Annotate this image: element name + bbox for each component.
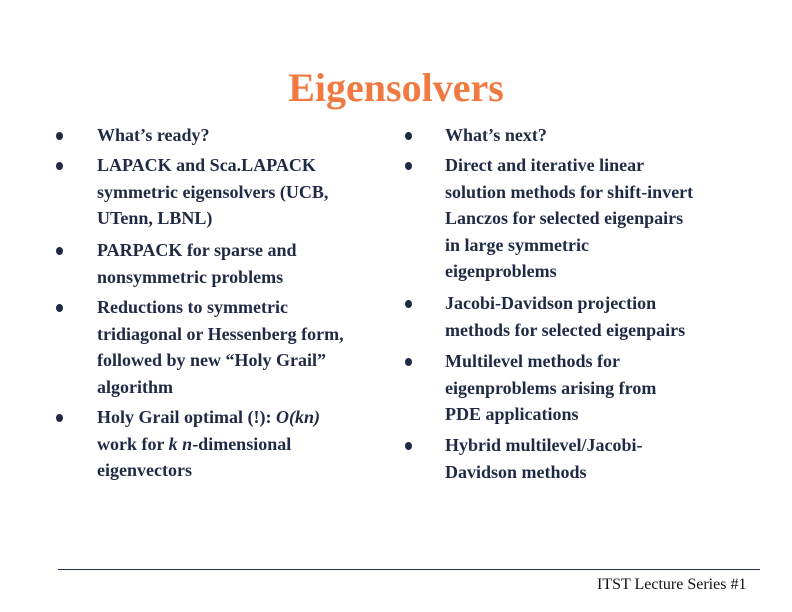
bullet-icon [405, 300, 412, 308]
bullet-text-line: UTenn, LBNL) [97, 208, 213, 228]
bullet-text-line: followed by new “Holy Grail” [97, 350, 326, 370]
bullet-text-line: eigenproblems arising from [445, 377, 657, 398]
bullet-icon [56, 304, 63, 312]
slide-title: Eigensolvers [288, 65, 504, 110]
bullet-text-line: Davidson methods [445, 461, 587, 482]
bullet-text-line: Holy Grail optimal (!): O(kn) [97, 407, 320, 427]
bullet-text: What’s ready? [97, 125, 210, 145]
complexity-term: O(kn) [275, 407, 320, 427]
footer-label: ITST Lecture Series #1 [597, 576, 747, 593]
bullet-text-line: eigenproblems [445, 261, 557, 281]
bullet-icon [56, 132, 63, 140]
bullet-icon [405, 132, 412, 140]
bullet-text-line: tridiagonal or Hessenberg form, [97, 323, 344, 344]
bullet-text-line: Hybrid multilevel/Jacobi- [445, 435, 643, 455]
bullet-text-line: LAPACK and Sca.LAPACK [97, 155, 316, 175]
bullet-icon [405, 442, 412, 450]
bullet-text-line: PARPACK for sparse and [97, 240, 297, 260]
footer-divider [58, 569, 760, 570]
bullet-text-line: Lanczos for selected eigenpairs [445, 208, 684, 228]
bullet-text-line: eigenvectors [97, 460, 192, 480]
dimension-term: k n [168, 433, 193, 454]
bullet-text-line: PDE applications [445, 404, 579, 424]
bullet-icon [405, 358, 412, 366]
bullet-text-line: Multilevel methods for [445, 351, 620, 371]
bullet-text-line: Direct and iterative linear [445, 155, 645, 175]
bullet-text-line: in large symmetric [445, 234, 589, 255]
bullet-text: What’s next? [445, 125, 547, 145]
bullet-text-line: solution methods for shift-invert [445, 181, 694, 202]
bullet-text-line: symmetric eigensolvers (UCB, [97, 181, 329, 202]
bullet-icon [56, 414, 63, 422]
bullet-text-line: algorithm [97, 376, 173, 397]
bullet-text-line: work for k n-dimensional [97, 433, 292, 454]
bullet-icon [56, 162, 63, 170]
bullet-icon [56, 247, 63, 255]
bullet-text-line: methods for selected eigenpairs [445, 319, 686, 340]
bullet-text-line: Jacobi-Davidson projection [445, 293, 657, 313]
bullet-text-line: Reductions to symmetric [97, 297, 288, 317]
bullet-text-line: nonsymmetric problems [97, 266, 284, 287]
bullet-icon [405, 162, 412, 170]
